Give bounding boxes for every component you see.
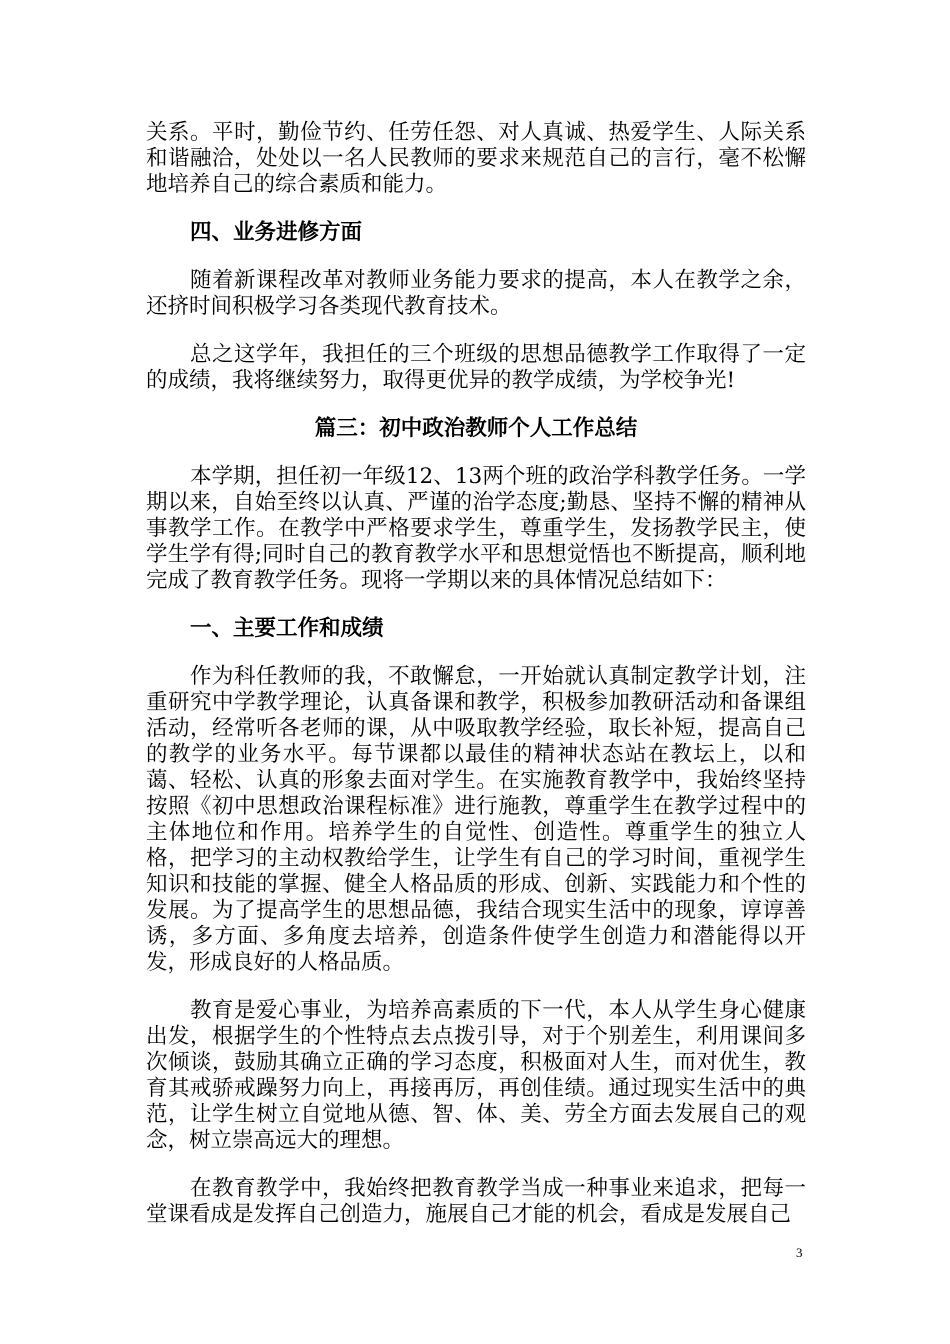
paragraph-student-care: 教育是爱心事业，为培养高素质的下一代，本人从学生身心健康出发，根据学生的个性特点去点拨引导，对于个别差生，利用课间多次倾谈，鼓励其确立正确的学习态度，积极面对人生，而对优生，教育其戒骄戒躁努力向上，再接再厉，再创佳绩。通过现实生活中的典范，让学生树立自觉地从德、智、体、美、劳全方面去发展自己的观念，树立崇高远大的理想。	[146, 998, 806, 1153]
section-heading-main-work: 一、主要工作和成绩	[190, 616, 384, 641]
page-number: 3	[796, 1245, 803, 1260]
paragraph-intro: 本学期，担任初一年级12、13两个班的政治学科教学任务。一学期以来，自始至终以认真、严谨的治学态度;勤恳、坚持不懈的精神从事教学工作。在教学中严格要求学生，尊重学生，发扬教学民主，使学生学有得;同时自己的教育教学水平和思想觉悟也不断提高，顺利地完成了教育教学任务。现将一学期以来的具体情况总结如下：	[146, 464, 806, 593]
article-title: 篇三：初中政治教师个人工作总结	[314, 416, 638, 441]
paragraph-career: 在教育教学中，我始终把教育教学当成一种事业来追求，把每一堂课看成是发挥自己创造力，施展自己才能的机会，看成是发展自己	[146, 1176, 806, 1227]
section-heading-professional-study: 四、业务进修方面	[190, 220, 363, 245]
document-page	[146, 120, 806, 1228]
paragraph-continuation: 关系。平时，勤俭节约、任劳任怨、对人真诚、热爱学生、人际关系和谐融洽，处处以一名人民教师的要求来规范自己的言行，毫不松懈地培养自己的综合素质和能力。	[146, 120, 806, 197]
paragraph-conclusion: 总之这学年，我担任的三个班级的思想品德教学工作取得了一定的成绩，我将继续努力，取得更优异的教学成绩，为学校争光!	[146, 342, 806, 393]
paragraph-teaching-work: 作为科任教师的我，不敢懈怠，一开始就认真制定教学计划，注重研究中学教学理论，认真备课和教学，积极参加教研活动和备课组活动，经常听各老师的课，从中吸取教学经验，取长补短，提高自己的教学的业务水平。每节课都以最佳的精神状态站在教坛上，以和蔼、轻松、认真的形象去面对学生。在实施教育教学中，我始终坚持按照《初中思想政治课程标准》进行施教，尊重学生在教学过程中的主体地位和作用。培养学生的自觉性、创造性。尊重学生的独立人格，把学习的主动权教给学生，让学生有自己的学习时间，重视学生知识和技能的掌握、健全人格品质的形成、创新、实践能力和个性的发展。为了提高学生的思想品德，我结合现实生活中的现象，谆谆善诱，多方面、多角度去培养，创造条件使学生创造力和潜能得以开发，形成良好的人格品质。	[146, 664, 806, 975]
paragraph-professional-study: 随着新课程改革对教师业务能力要求的提高，本人在教学之余，还挤时间积极学习各类现代教育技术。	[146, 268, 806, 319]
